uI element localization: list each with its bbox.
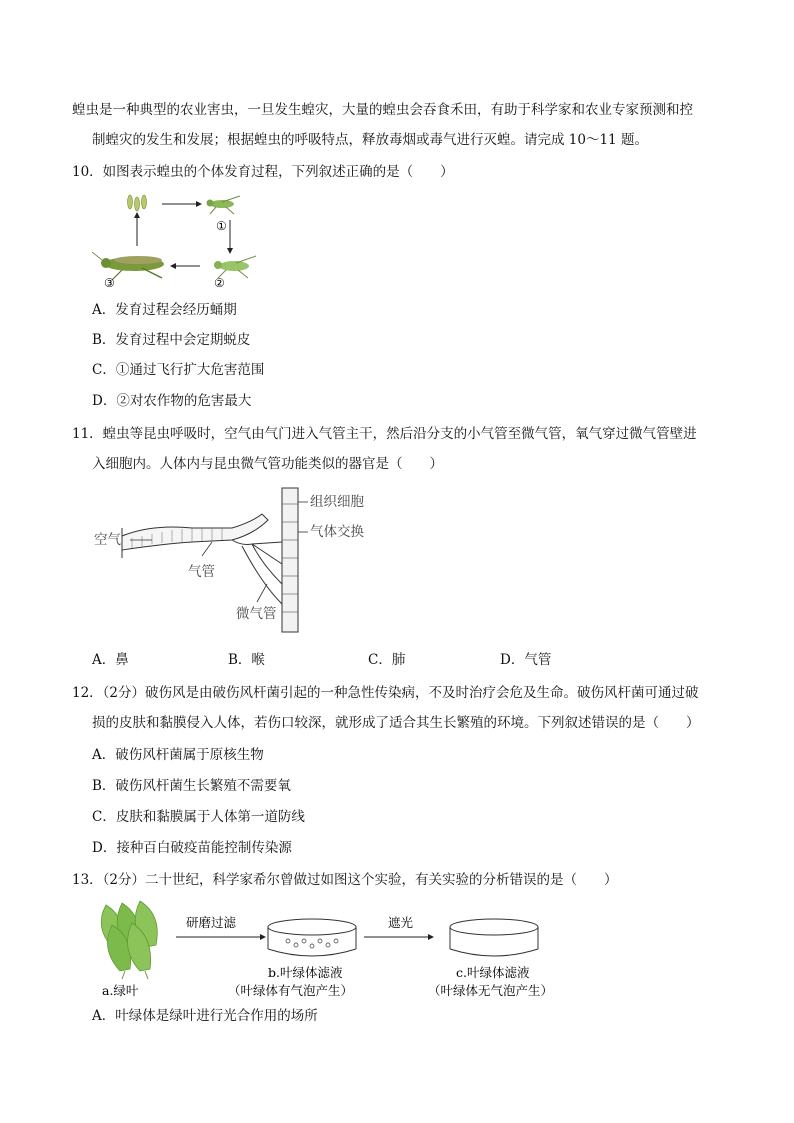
label-c-note: （叶绿体无气泡产生）: [428, 983, 554, 998]
q13-stem: 13．（2分）二十世纪，科学家希尔曾做过如图这个实验，有关实验的分析错误的是（ ）: [72, 872, 618, 888]
nymph-1-icon: [207, 196, 241, 214]
step-2-label: 遮光: [388, 915, 414, 930]
q12-option-c[interactable]: C．皮肤和黏膜属于人体第一道防线: [92, 809, 305, 825]
label-a: a.绿叶: [102, 983, 139, 998]
q12-option-a[interactable]: A．破伤风杆菌属于原核生物: [92, 747, 264, 763]
trachea-label: 气管: [188, 564, 215, 580]
q12-option-b[interactable]: B．破伤风杆菌生长繁殖不需要氧: [92, 778, 291, 794]
trachea-tube-icon: [122, 514, 282, 604]
intro-line-2: 制蝗灾的发生和发展；根据蝗虫的呼吸特点，释放毒烟或毒气进行灭蝗。请完成 10～11 题。: [92, 132, 648, 148]
q10-option-a[interactable]: A．发育过程会经历蛹期: [92, 302, 237, 318]
label-c: c.叶绿体滤液: [456, 965, 530, 980]
q11-stem-line-2: 入细胞内。人体内与昆虫微气管功能类似的器官是（ ）: [92, 456, 443, 472]
adult-locust-icon: [92, 252, 164, 280]
air-label: 空气: [94, 532, 121, 548]
intro-line-1: 蝗虫是一种典型的农业害虫，一旦发生蝗灾，大量的蝗虫会吞食禾田，有助于科学家和农业专家预测和控: [72, 102, 693, 118]
q12-option-d[interactable]: D．接种百白破疫苗能控制传染源: [92, 840, 292, 856]
label-b-note: （叶绿体有气泡产生）: [228, 983, 354, 998]
q11-option-c[interactable]: C．肺: [368, 652, 406, 668]
q11-option-a[interactable]: A．鼻: [92, 652, 129, 668]
nymph-2-icon: [214, 256, 256, 278]
step-1-label: 研磨过滤: [186, 915, 237, 930]
q11-option-b[interactable]: B．喉: [228, 652, 265, 668]
stage-2-label: ②: [214, 276, 225, 290]
stage-3-label: ③: [104, 276, 115, 290]
q10-option-c[interactable]: C．①通过飞行扩大危害范围: [92, 362, 265, 378]
q12-stem-line-2: 损的皮肤和黏膜侵入人体，若伤口较深，就形成了适合其生长繁殖的环境。下列叙述错误的是（ ）: [92, 715, 700, 731]
dish-c-icon: [450, 919, 538, 956]
q10-stem: 10．如图表示蝗虫的个体发育过程，下列叙述正确的是（ ）: [72, 164, 454, 180]
q10-option-b[interactable]: B．发育过程中会定期蜕皮: [92, 332, 251, 348]
eggs-icon: [128, 195, 147, 211]
q11-stem-line-1: 11．蝗虫等昆虫呼吸时，空气由气门进入气管主干，然后沿分支的小气管至微气管，氧气穿过微气管壁进: [72, 426, 697, 442]
q11-option-d[interactable]: D．气管: [500, 652, 552, 668]
locust-life-cycle-figure: [92, 190, 272, 290]
tissue-cells-icon: [282, 488, 298, 632]
stage-1-label: ①: [216, 219, 227, 233]
dish-b-icon: [268, 919, 356, 956]
tracheole-label: 微气管: [236, 606, 277, 622]
q10-option-d[interactable]: D．②对农作物的危害最大: [92, 393, 252, 409]
q13-option-a[interactable]: A．叶绿体是绿叶进行光合作用的场所: [92, 1008, 318, 1024]
green-leaves-icon: [101, 901, 157, 979]
hill-experiment-figure: [92, 897, 592, 1003]
gas-exchange-label: 气体交换: [310, 524, 364, 540]
tissue-cell-label: 组织细胞: [310, 494, 364, 510]
tracheal-system-figure: [92, 484, 382, 636]
label-b: b.叶绿体滤液: [268, 965, 343, 980]
q12-stem-line-1: 12．（2分）破伤风是由破伤风杆菌引起的一种急性传染病，不及时治疗会危及生命。破伤风杆菌可通过破: [72, 685, 699, 701]
